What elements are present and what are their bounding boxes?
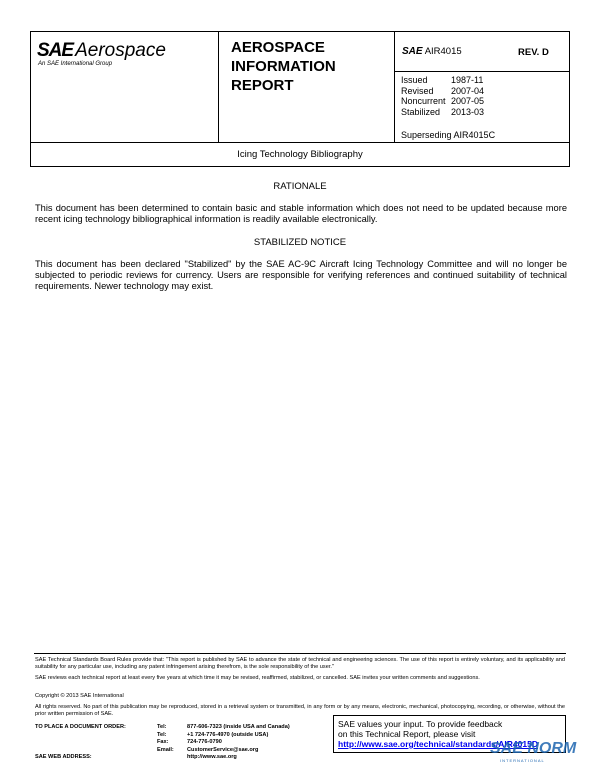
date-value: 2007-05 xyxy=(451,96,485,106)
header-divider xyxy=(394,71,570,72)
feedback-text: on this Technical Report, please visit xyxy=(338,729,476,739)
contact-label xyxy=(157,754,187,762)
document-type-line: INFORMATION xyxy=(231,58,336,75)
review-text: SAE reviews each technical report at least every five years at which time it may be revised, reaffirmed, stabilized, or cancelled. SAE invites your written comments and suggestions. xyxy=(35,675,480,681)
stabilized-text: This document has been declared "Stabilized" by the SAE AC-9C Aircraft Icing Technology Committee and will no longer be subjected to periodic reviews for currency. Users are responsible for verifying references and continued suitability of technical requirements. Newer technology may exist. xyxy=(35,259,567,291)
watermark-logo: SAE NORM xyxy=(490,740,577,757)
superseding-note: Superseding AIR4015C xyxy=(401,130,496,140)
logo-aerospace: Aerospace xyxy=(75,40,166,61)
date-row xyxy=(401,96,484,107)
contact-value: +1 724-776-4970 (outside USA) xyxy=(187,731,269,738)
date-label: Noncurrent xyxy=(401,96,446,106)
contact-heading xyxy=(35,739,157,747)
date-label: Issued xyxy=(401,75,428,85)
contact-label: Tel: xyxy=(157,724,167,730)
contact-row xyxy=(35,739,290,747)
contact-row xyxy=(35,732,290,740)
contact-label: Fax: xyxy=(157,739,169,746)
date-value: 2013-03 xyxy=(451,106,485,117)
contact-row xyxy=(35,747,290,755)
contact-block xyxy=(35,724,290,762)
contact-row xyxy=(35,754,290,762)
date-value: 1987-11 xyxy=(451,75,484,85)
logo-sae: SAE xyxy=(37,40,74,61)
revision: REV. D xyxy=(518,47,549,58)
feedback-link[interactable]: http://www.sae.org/technical/standards/AIR4015D xyxy=(338,739,538,749)
date-row xyxy=(401,75,484,86)
document-type-line: REPORT xyxy=(231,77,294,94)
contact-value: CustomerService@sae.org xyxy=(187,746,259,753)
date-label: Revised xyxy=(401,85,434,96)
document-number xyxy=(402,46,462,57)
contact-label: Tel: xyxy=(157,731,167,738)
rationale-text: This document has been determined to contain basic and stable information which does not need to be updated because more recent icing technology bibliographical information is readily available electronically. xyxy=(35,203,567,224)
contact-row xyxy=(35,724,290,732)
document-type-line: AEROSPACE xyxy=(231,39,325,56)
contact-value: 724-776-0790 xyxy=(187,739,222,746)
contact-heading: SAE WEB ADDRESS: xyxy=(35,754,92,761)
rules-text: SAE Technical Standards Board Rules provide that: "This report is published by SAE to advance the state of technical and engineering sciences. The use of this report is entirely voluntary, and its applicability and suitability for any particular use, including any patent infringement arising therefrom, is the sole responsibility of the user." xyxy=(35,657,565,670)
contact-heading: TO PLACE A DOCUMENT ORDER: xyxy=(35,724,126,730)
watermark-subtext: INTERNATIONAL xyxy=(500,758,545,763)
date-value: 2007-04 xyxy=(451,85,485,96)
footer-rule xyxy=(34,653,566,654)
sae-aerospace-logo xyxy=(37,40,166,67)
header-divider xyxy=(218,32,219,143)
date-list xyxy=(401,75,484,117)
contact-value: 877-606-7323 (inside USA and Canada) xyxy=(187,724,290,730)
copyright: Copyright © 2013 SAE International xyxy=(35,693,124,699)
logo-tagline: An SAE International Group xyxy=(38,61,113,67)
document-type xyxy=(231,38,336,95)
contact-value: http://www.sae.org xyxy=(187,754,237,761)
document-number-text: AIR4015 xyxy=(424,46,462,57)
date-row xyxy=(401,107,484,118)
feedback-text: SAE values your input. To provide feedback xyxy=(338,719,503,729)
date-row xyxy=(401,86,484,97)
header-box xyxy=(30,31,570,143)
rights-text: All rights reserved. No part of this publication may be reproduced, stored in a retrieval system or transmitted, in any form or by any means, electronic, mechanical, photocopying, recording, or otherwise, without the prior written permission of SAE. xyxy=(35,704,565,717)
rationale-heading: RATIONALE xyxy=(273,181,327,192)
contact-label: Email: xyxy=(157,746,174,753)
date-label: Stabilized xyxy=(401,106,441,117)
sae-mark: SAE xyxy=(402,46,423,57)
header-divider xyxy=(394,32,395,143)
stabilized-heading: STABILIZED NOTICE xyxy=(253,237,347,248)
contact-heading xyxy=(35,732,157,740)
document-title: Icing Technology Bibliography xyxy=(30,142,570,167)
contact-heading xyxy=(35,747,157,755)
